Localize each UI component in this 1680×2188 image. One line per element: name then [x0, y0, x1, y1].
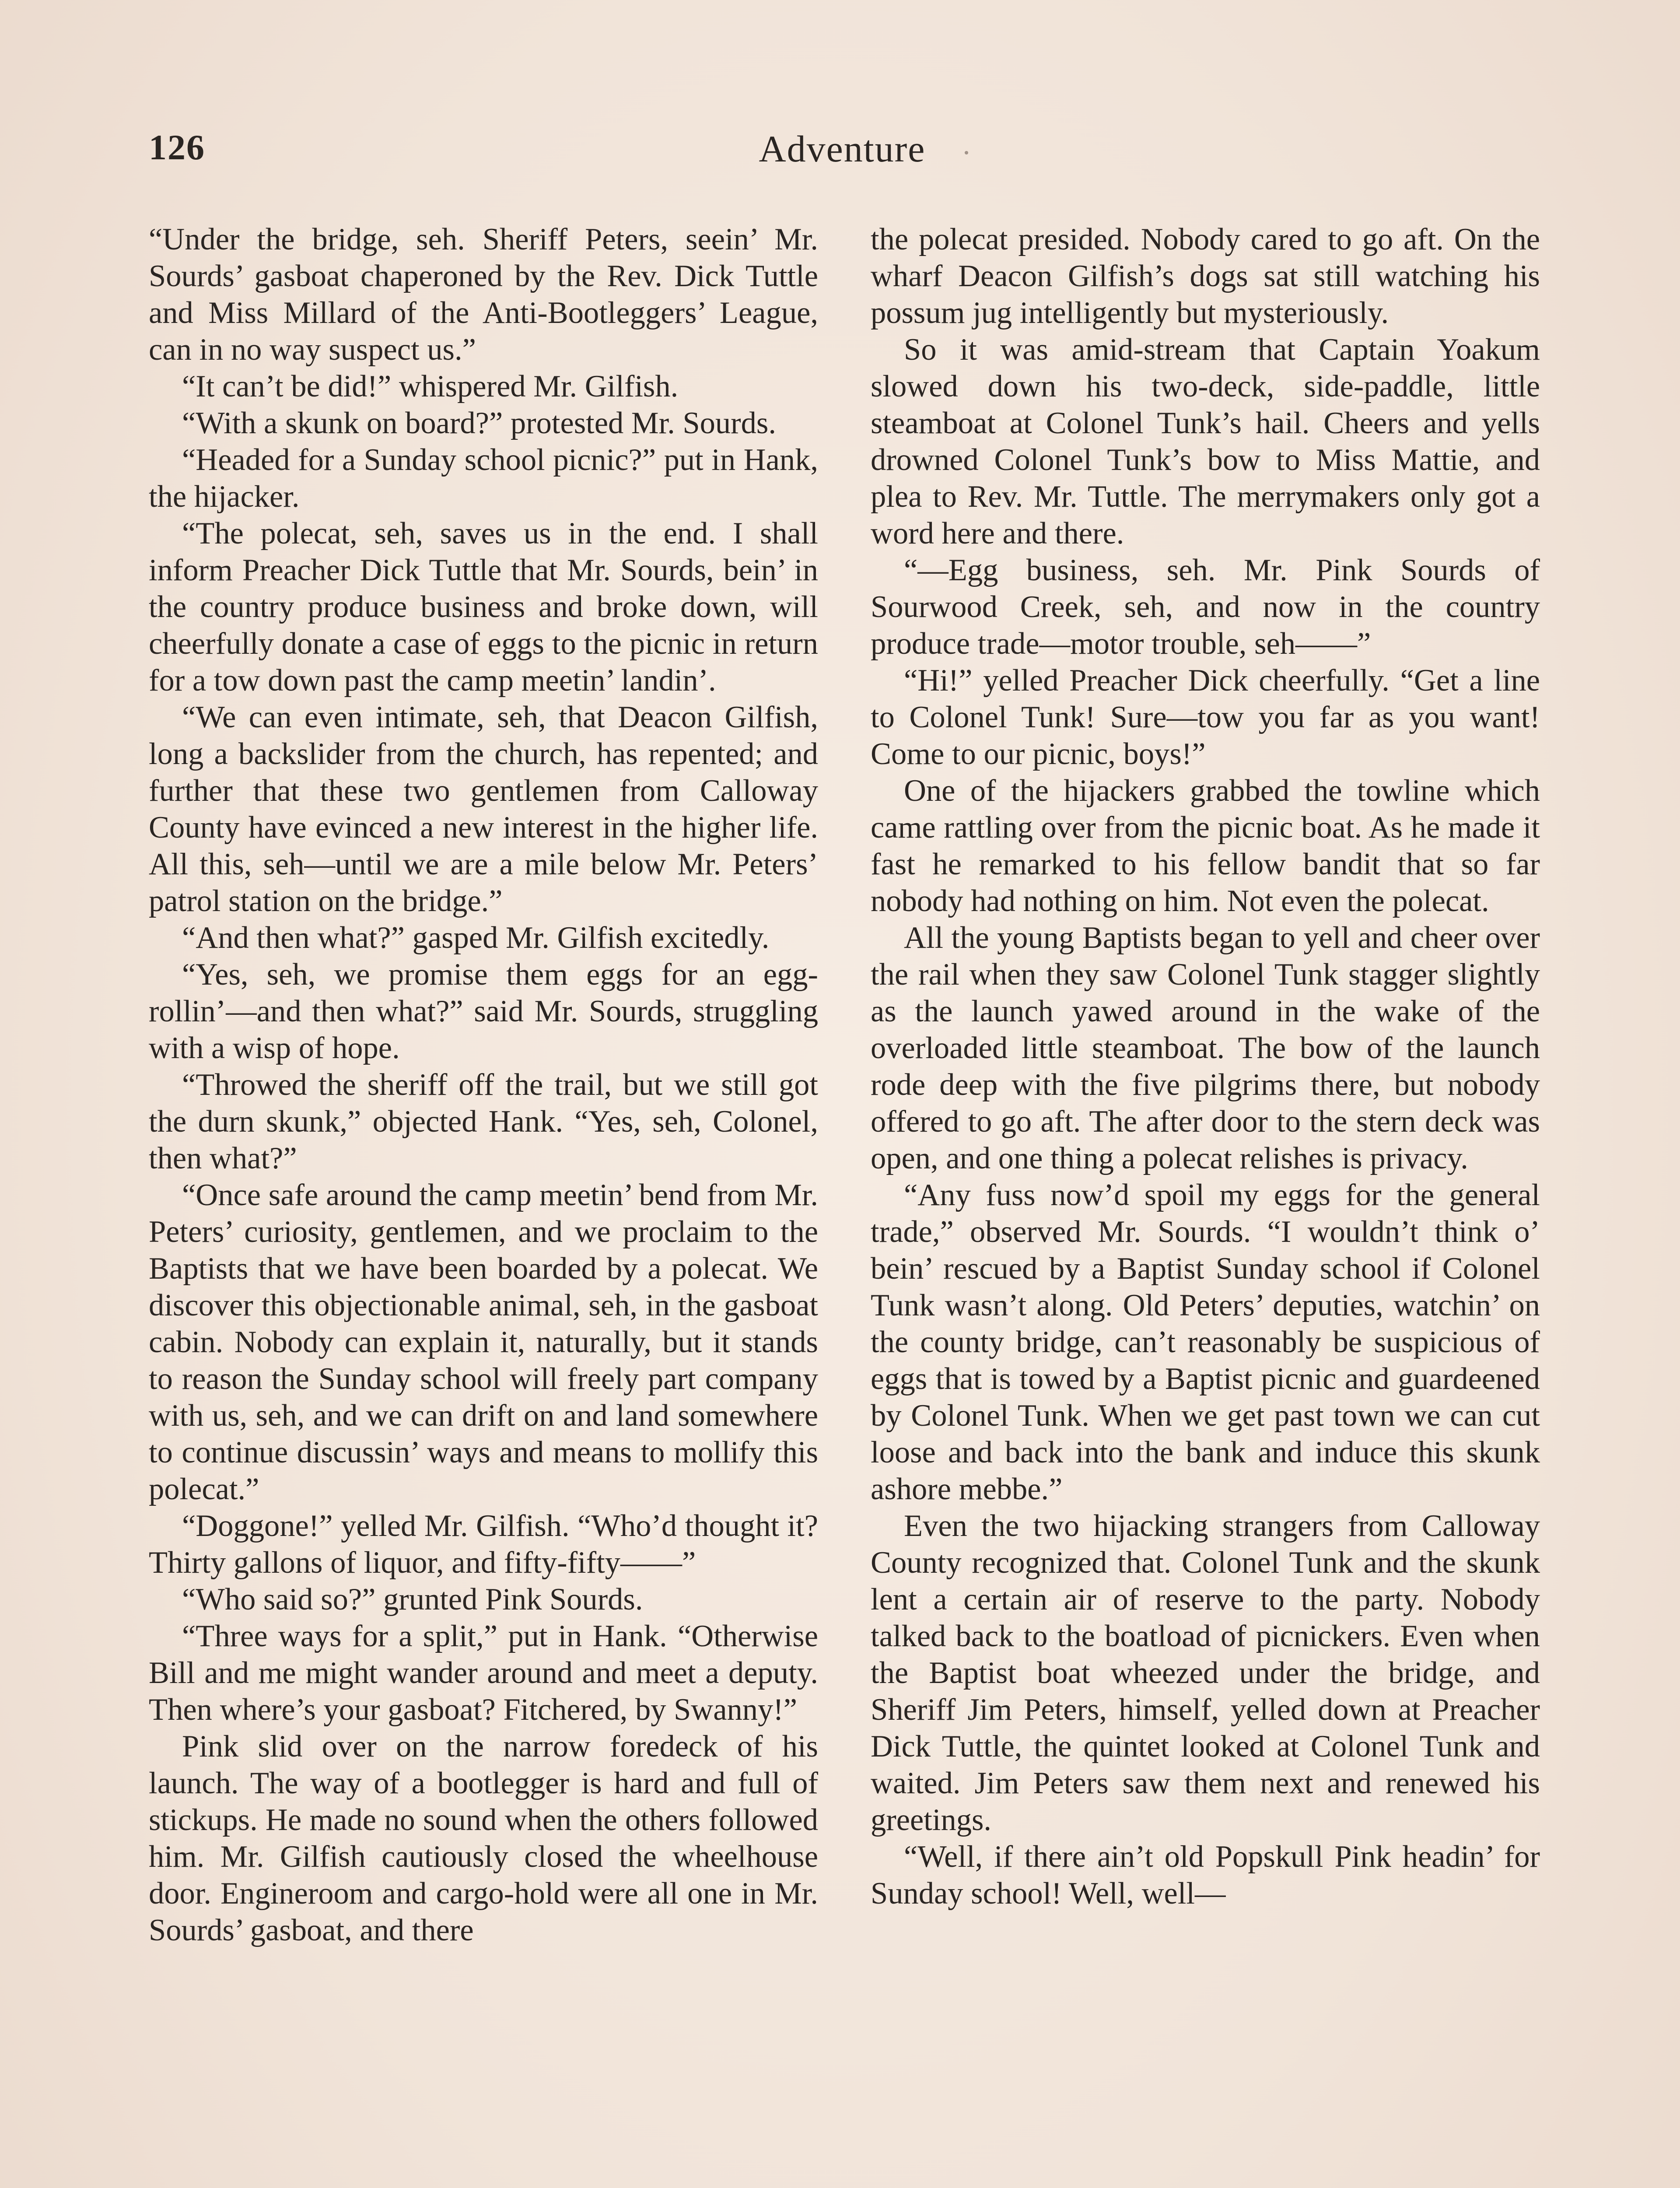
paragraph: Pink slid over on the narrow foredeck of his launch. The way of a bootlegger is hard and full of stickups. He made no sound when the others followed him. Mr. Gilfish cautiously closed the wheelhouse door. Engineroom and cargo-hold were all one in Mr. Sourds’ gasboat, and there: [149, 1729, 818, 1947]
text-columns: [149, 221, 1540, 2188]
print-speck: [965, 151, 968, 154]
paragraph: “Doggone!” yelled Mr. Gilfish. “Who’d thought it? Thirty gallons of liquor, and fifty-fifty——”: [149, 1509, 818, 1580]
paragraph: “Hi!” yelled Preacher Dick cheerfully. “Get a line to Colonel Tunk! Sure—tow you far as you want! Come to our picnic, boys!”: [871, 663, 1540, 771]
paragraph: All the young Baptists began to yell and cheer over the rail when they saw Colonel Tunk stagger slightly as the launch yawed around in the wake of the overloaded little steamboat. The bow of the launch rode deep with the five pilgrims there, but nobody offered to go aft. The after door to the stern deck was open, and one thing a polecat relishes is privacy.: [871, 921, 1540, 1175]
paragraph: “Yes, seh, we promise them eggs for an egg-rollin’—and then what?” said Mr. Sourds, struggling with a wisp of hope.: [149, 957, 818, 1065]
left-column: [149, 221, 818, 2188]
paragraph: One of the hijackers grabbed the towline which came rattling over from the picnic boat. As he made it fast he remarked to his fellow bandit that so far nobody had nothing on him. Not even the polecat.: [871, 774, 1540, 918]
paragraph: “And then what?” gasped Mr. Gilfish excitedly.: [182, 921, 770, 955]
right-column: [871, 221, 1540, 2188]
paragraph: “Any fuss now’d spoil my eggs for the general trade,” observed Mr. Sourds. “I wouldn’t think o’ bein’ rescued by a Baptist Sunday school if Colonel Tunk wasn’t along. Old Peters’ deputies, watchin’ on the county bridge, can’t reasonably be suspicious of eggs that is towed by a Baptist picnic and guardeened by Colonel Tunk. When we get past town we can cut loose and back into the bank and induce this skunk ashore mebbe.”: [871, 1178, 1540, 1506]
page-header: [149, 127, 1536, 175]
page-number: 126: [149, 127, 205, 167]
paragraph: So it was amid-stream that Captain Yoakum slowed down his two-deck, side-paddle, little steamboat at Colonel Tunk’s hail. Cheers and yells drowned Colonel Tunk’s bow to Miss Mattie, and plea to Rev. Mr. Tuttle. The merrymakers only got a word here and there.: [871, 333, 1540, 551]
paragraph: “Throwed the sheriff off the trail, but we still got the durn skunk,” objected Hank. “Yes, seh, Colonel, then what?”: [149, 1068, 818, 1175]
paragraph: Even the two hijacking strangers from Calloway County recognized that. Colonel Tunk and the skunk lent a certain air of reserve to the party. Nobody talked back to the boatload of picnickers. Even when the Baptist boat wheezed under the bridge, and Sheriff Jim Peters, himself, yelled down at Preacher Dick Tuttle, the quintet looked at Colonel Tunk and waited. Jim Peters saw them next and renewed his greetings.: [871, 1509, 1540, 1837]
paragraph: “—Egg business, seh. Mr. Pink Sourds of Sourwood Creek, seh, and now in the country produce trade—motor trouble, seh——”: [871, 553, 1540, 661]
paragraph: the polecat presided. Nobody cared to go aft. On the wharf Deacon Gilfish’s dogs sat still watching his possum jug intelligently but mysteriously.: [871, 222, 1540, 330]
paragraph: “The polecat, seh, saves us in the end. I shall inform Preacher Dick Tuttle that Mr. Sourds, bein’ in the country produce business and broke down, will cheerfully donate a case of eggs to the picnic in return for a tow down past the camp meetin’ landin’.: [149, 516, 818, 698]
paragraph: “Under the bridge, seh. Sheriff Peters, seein’ Mr. Sourds’ gasboat chaperoned by the Rev. Dick Tuttle and Miss Millard of the Anti-Bootleggers’ League, can in no way suspect us.”: [149, 222, 818, 367]
paragraph: “Who said so?” grunted Pink Sourds.: [182, 1582, 643, 1616]
running-title: Adventure: [759, 128, 926, 170]
paragraph: “It can’t be did!” whispered Mr. Gilfish.: [182, 369, 679, 403]
paragraph: “We can even intimate, seh, that Deacon Gilfish, long a backslider from the church, has repented; and further that these two gentlemen from Calloway County have evinced a new interest in the higher life. All this, seh—until we are a mile below Mr. Peters’ patrol station on the bridge.”: [149, 700, 818, 918]
paragraph: “Well, if there ain’t old Popskull Pink headin’ for Sunday school! Well, well—: [871, 1840, 1540, 1911]
paragraph: “Once safe around the camp meetin’ bend from Mr. Peters’ curiosity, gentlemen, and we proclaim to the Baptists that we have been boarded by a polecat. We discover this objectionable animal, seh, in the gasboat cabin. Nobody can explain it, naturally, but it stands to reason the Sunday school will freely part company with us, seh, and we can drift on and land somewhere to continue discussin’ ways and means to mollify this polecat.”: [149, 1178, 818, 1506]
paragraph: “With a skunk on board?” protested Mr. Sourds.: [182, 406, 776, 440]
paragraph: “Headed for a Sunday school picnic?” put in Hank, the hijacker.: [149, 443, 818, 514]
paragraph: “Three ways for a split,” put in Hank. “Otherwise Bill and me might wander around and meet a deputy. Then where’s your gasboat? Fitchered, by Swanny!”: [149, 1619, 818, 1727]
